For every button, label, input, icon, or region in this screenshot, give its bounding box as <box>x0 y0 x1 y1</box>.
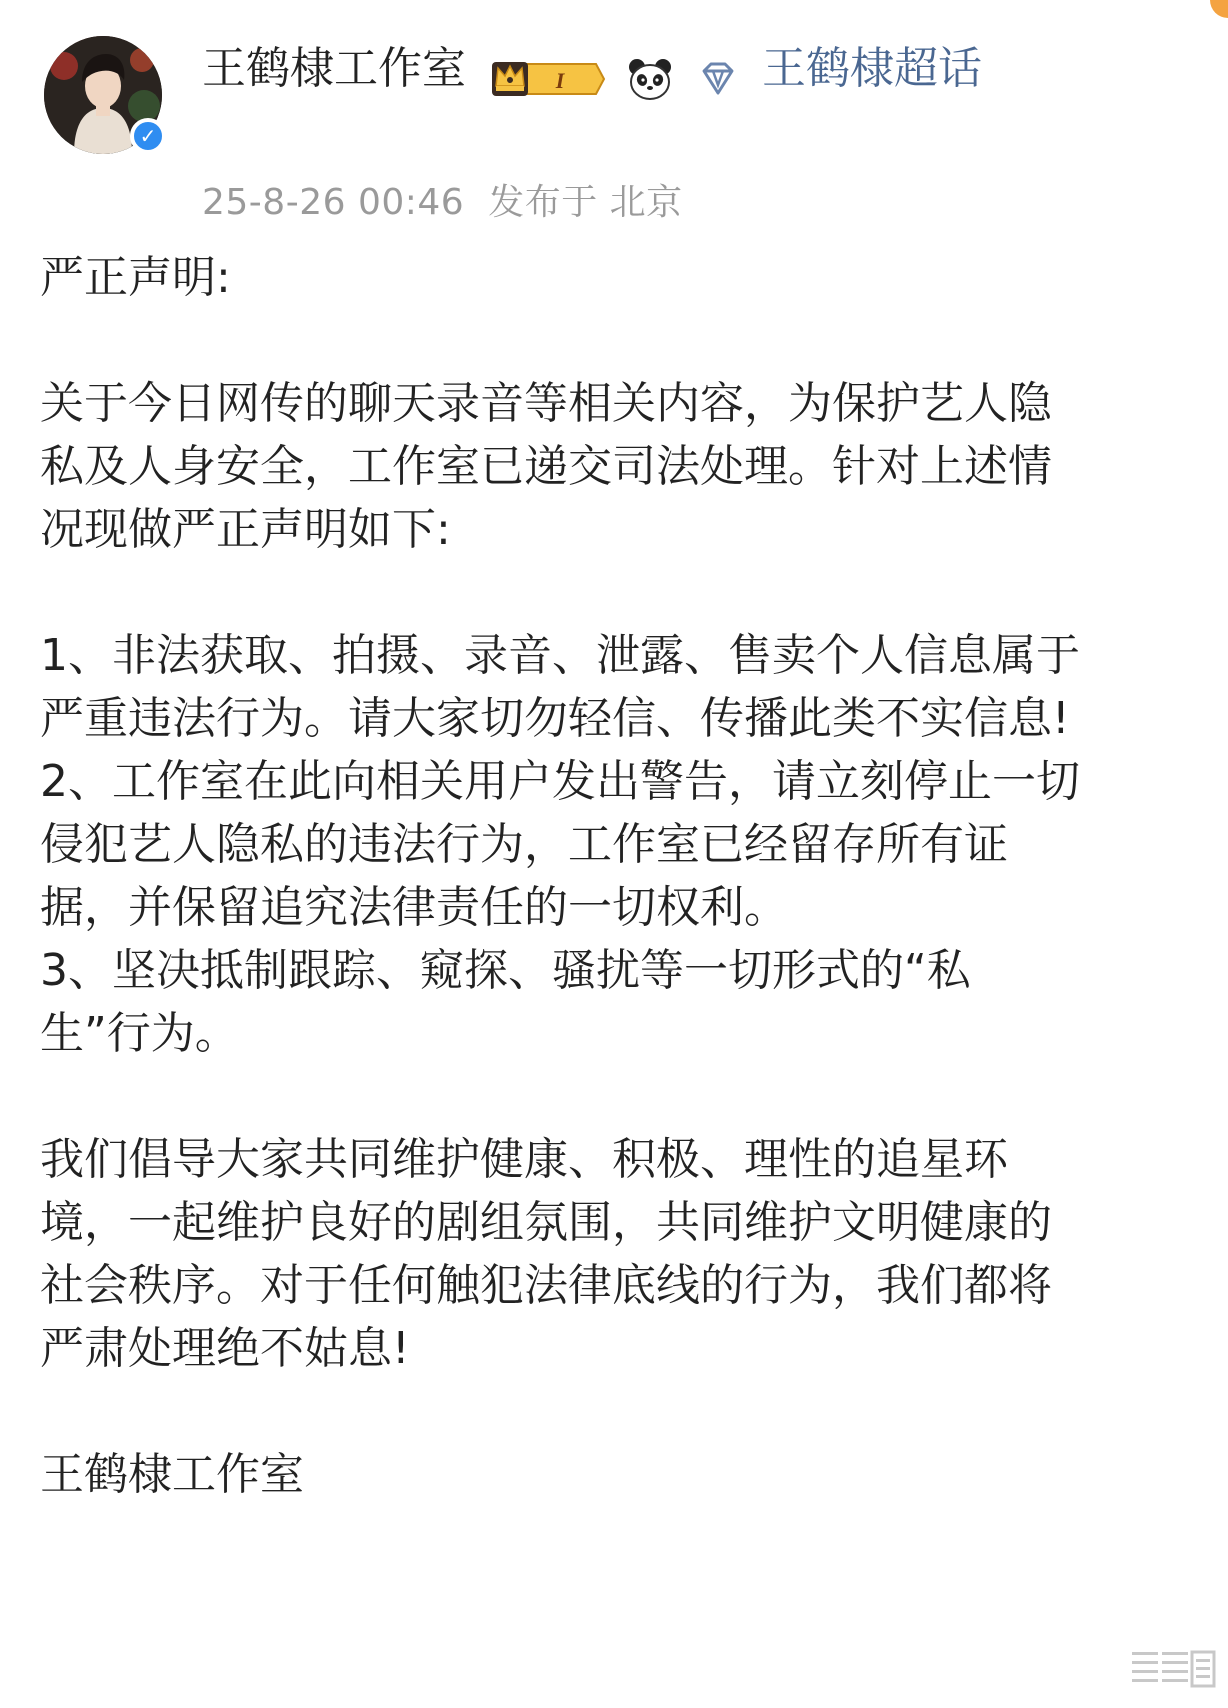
statement-closing: 我们倡导大家共同维护健康、积极、理性的追星环境，一起维护良好的剧组氛围，共同维护文明健康的社会秩序。对于任何触犯法律底线的行为，我们都将严肃处理绝不姑息! <box>40 1134 1052 1374</box>
crown-member-badge-icon[interactable] <box>488 56 606 102</box>
diamond-icon <box>694 55 742 103</box>
badge-group <box>488 46 742 96</box>
statement-item-1: 1、非法获取、拍摄、录音、泄露、售卖个人信息属于严重违法行为。请大家切勿轻信、传播此类不实信息! <box>40 630 1080 744</box>
statement-item-2: 2、工作室在此向相关用户发出警告，请立刻停止一切侵犯艺人隐私的违法行为，工作室已经留存所有证据，并保留追究法律责任的一切权利。 <box>40 756 1080 933</box>
post-timestamp: 25-8-26 00:46 <box>202 182 465 223</box>
avatar[interactable] <box>44 36 162 154</box>
statement-item-3: 3、坚决抵制跟踪、窥探、骚扰等一切形式的“私生”行为。 <box>40 945 971 1059</box>
text-lines-icon[interactable] <box>1130 1646 1216 1692</box>
paragraph-spacer <box>40 1380 1080 1443</box>
supertopic-link[interactable]: 王鹤棣超话 <box>762 43 982 94</box>
author-name[interactable]: 王鹤棣工作室 <box>202 43 466 94</box>
paragraph-spacer <box>40 561 1080 624</box>
statement-title: 严正声明: <box>40 252 231 303</box>
post-meta <box>202 174 683 225</box>
author-line <box>202 38 1182 100</box>
post-location: 发布于 北京 <box>488 182 683 223</box>
crown-level-text: I <box>555 68 565 93</box>
corner-accent <box>1210 0 1228 18</box>
post-header <box>40 34 1190 244</box>
statement-intro: 关于今日网传的聊天录音等相关内容，为保护艺人隐私及人身安全，工作室已递交司法处理。针对上述情况现做严正声明如下: <box>40 378 1052 555</box>
post-body <box>40 246 1080 1506</box>
paragraph-spacer <box>40 1065 1080 1128</box>
verified-check-icon: ✓ <box>130 118 166 154</box>
panda-icon <box>626 55 674 103</box>
statement-signature: 王鹤棣工作室 <box>40 1449 304 1500</box>
paragraph-spacer <box>40 309 1080 372</box>
